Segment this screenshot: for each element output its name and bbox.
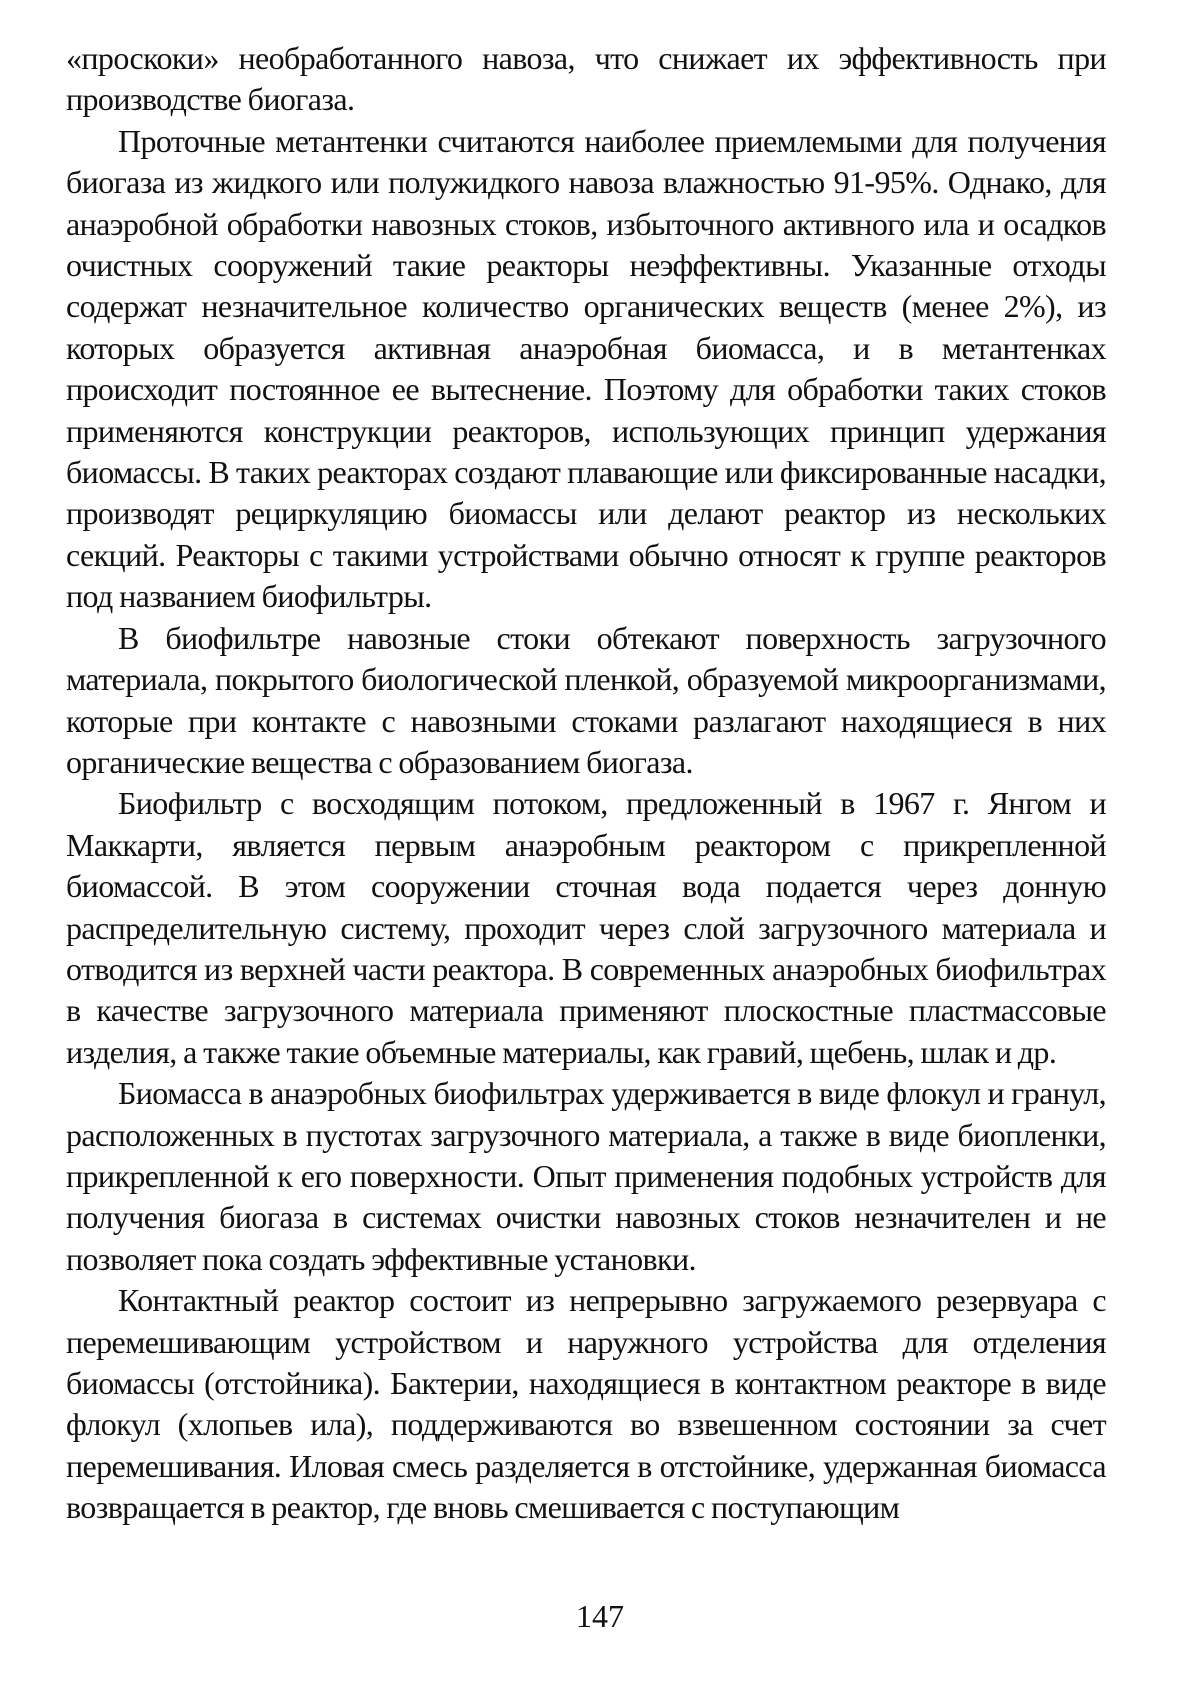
paragraph-biomass-retention: Биомасса в анаэробных биофильтрах удерживается в виде флокул и гранул, расположенных в пустотах загрузочного материала, а также в виде биопленки, прикрепленной к его поверхности. Опыт применения подобных устройств для получения биогаза в системах очистки навозных стоков незначителен и не позволяет пока создать эффективные установки. <box>66 1075 1106 1277</box>
paragraph-continuation: «проскоки» необработанного навоза, что снижает их эффективность при производстве биогаза. <box>66 40 1106 118</box>
paragraph-contact-reactor: Контактный реактор состоит из непрерывно загружаемого резервуара с перемешивающим устройством и наружного устройства для отделения биомассы (отстойника). Бактерии, находящиеся в контактном реакторе в виде флокул (хлопьев ила), поддерживаются во взвешенном состоянии за счет перемешивания. Иловая смесь разделяется в отстойнике, удержанная биомасса возвращается в реактор, где вновь смешивается с поступающим <box>66 1282 1106 1526</box>
page-number: 147 <box>576 1598 624 1634</box>
paragraph-biofilter: В биофильтре навозные стоки обтекают поверхность загрузочного материала, покрытого биологической пленкой, образуемой микроорганизмами, которые при контакте с навозными стоками разлагают находящиеся в них органические вещества с образованием биогаза. <box>66 619 1106 780</box>
paragraph-flow-digesters: Проточные метантенки считаются наиболее приемлемыми для получения биогаза из жидкого или полужидкого навоза влажностью 91-95%. Однако, для анаэробной обработки навозных стоков, избыточного активного ила и осадков очистных сооружений такие реакторы неэффективны. Указанные отходы содержат незначительное количество органических веществ (менее 2%), из которых образуется активная анаэробная биомасса, и в метантенках происходит постоянное ее вытеснение. Поэтому для обработки таких стоков применяются конструкции реакторов, использующих принцип удержания биомассы. В таких реакторах создают плавающие или фиксированные насадки, производят рециркуляцию биомассы или делают реактор из нескольких секций. Реакторы с такими устройствами обычно относят к группе реакторов под названием биофильтры. <box>66 122 1106 615</box>
paragraph-upflow-biofilter: Биофильтр с восходящим потоком, предложенный в 1967 г. Янгом и Маккарти, является первым анаэробным реактором с прикрепленной биомассой. В этом сооружении сточная вода подается через донную распределительную систему, проходит через слой загрузочного материала и отводится из верхней части реактора. В современных анаэробных биофильтрах в качестве загрузочного материала применяют плоскостные пластмассовые изделия, а также такие объемные материалы, как гравий, щебень, шлак и др. <box>66 785 1106 1070</box>
page-body <box>66 38 1106 1529</box>
